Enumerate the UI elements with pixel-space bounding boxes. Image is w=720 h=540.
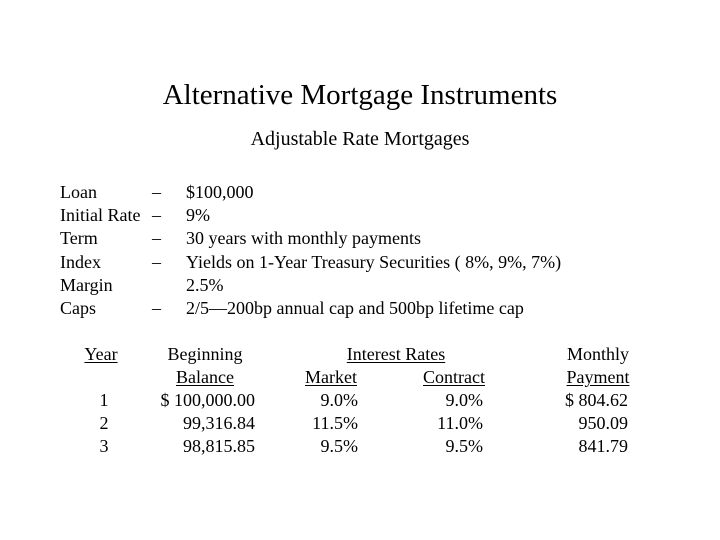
cell-contract: 9.5% [445,436,483,456]
cell-contract: 11.0% [437,413,483,433]
term-label: Loan [60,182,97,202]
header-market: Market [305,367,357,387]
cell-balance: 98,815.85 [183,436,255,456]
term-value: 9% [186,205,210,226]
slide-subtitle: Adjustable Rate Mortgages [250,128,470,150]
term-value: 30 years with monthly payments [186,228,421,249]
cell-year: 3 [99,436,109,456]
header-monthly: Monthly [566,344,630,364]
cell-balance: 99,316.84 [183,413,255,433]
term-dash: – [152,182,161,202]
cell-payment: 950.09 [578,413,628,433]
term-value: 2.5% [186,274,224,295]
cell-contract: 9.0% [445,390,483,410]
term-label: Term [60,228,98,249]
cell-balance: $ 100,000.00 [160,390,255,410]
term-label: Margin [60,274,113,295]
header-contract: Contract [423,367,485,387]
cell-payment: $ 804.62 [565,390,628,410]
header-year: Year [84,344,118,364]
term-label: Caps [60,297,96,318]
term-dash: – [152,251,161,272]
header-payment: Payment [566,367,630,387]
cell-payment: 841.79 [578,436,628,456]
term-dash: – [152,297,161,318]
term-value: Yields on 1-Year Treasury Securities ( 8%, 9%, 7%) [186,251,562,272]
term-dash: – [152,205,161,226]
term-dash: – [152,228,161,249]
header-beginning: Beginning [167,344,243,364]
header-balance: Balance [176,367,234,387]
term-value: $100,000 [186,182,254,202]
cell-year: 1 [99,390,109,410]
cell-market: 9.0% [320,390,358,410]
header-interest-rates: Interest Rates [346,344,446,364]
term-label: Index [60,251,101,272]
cell-market: 11.5% [312,413,358,433]
term-value: 2/5—200bp annual cap and 500bp lifetime cap [186,297,524,318]
cell-market: 9.5% [320,436,358,456]
cell-year: 2 [99,413,109,433]
slide-title: Alternative Mortgage Instruments [162,79,558,111]
term-label: Initial Rate [60,205,141,226]
